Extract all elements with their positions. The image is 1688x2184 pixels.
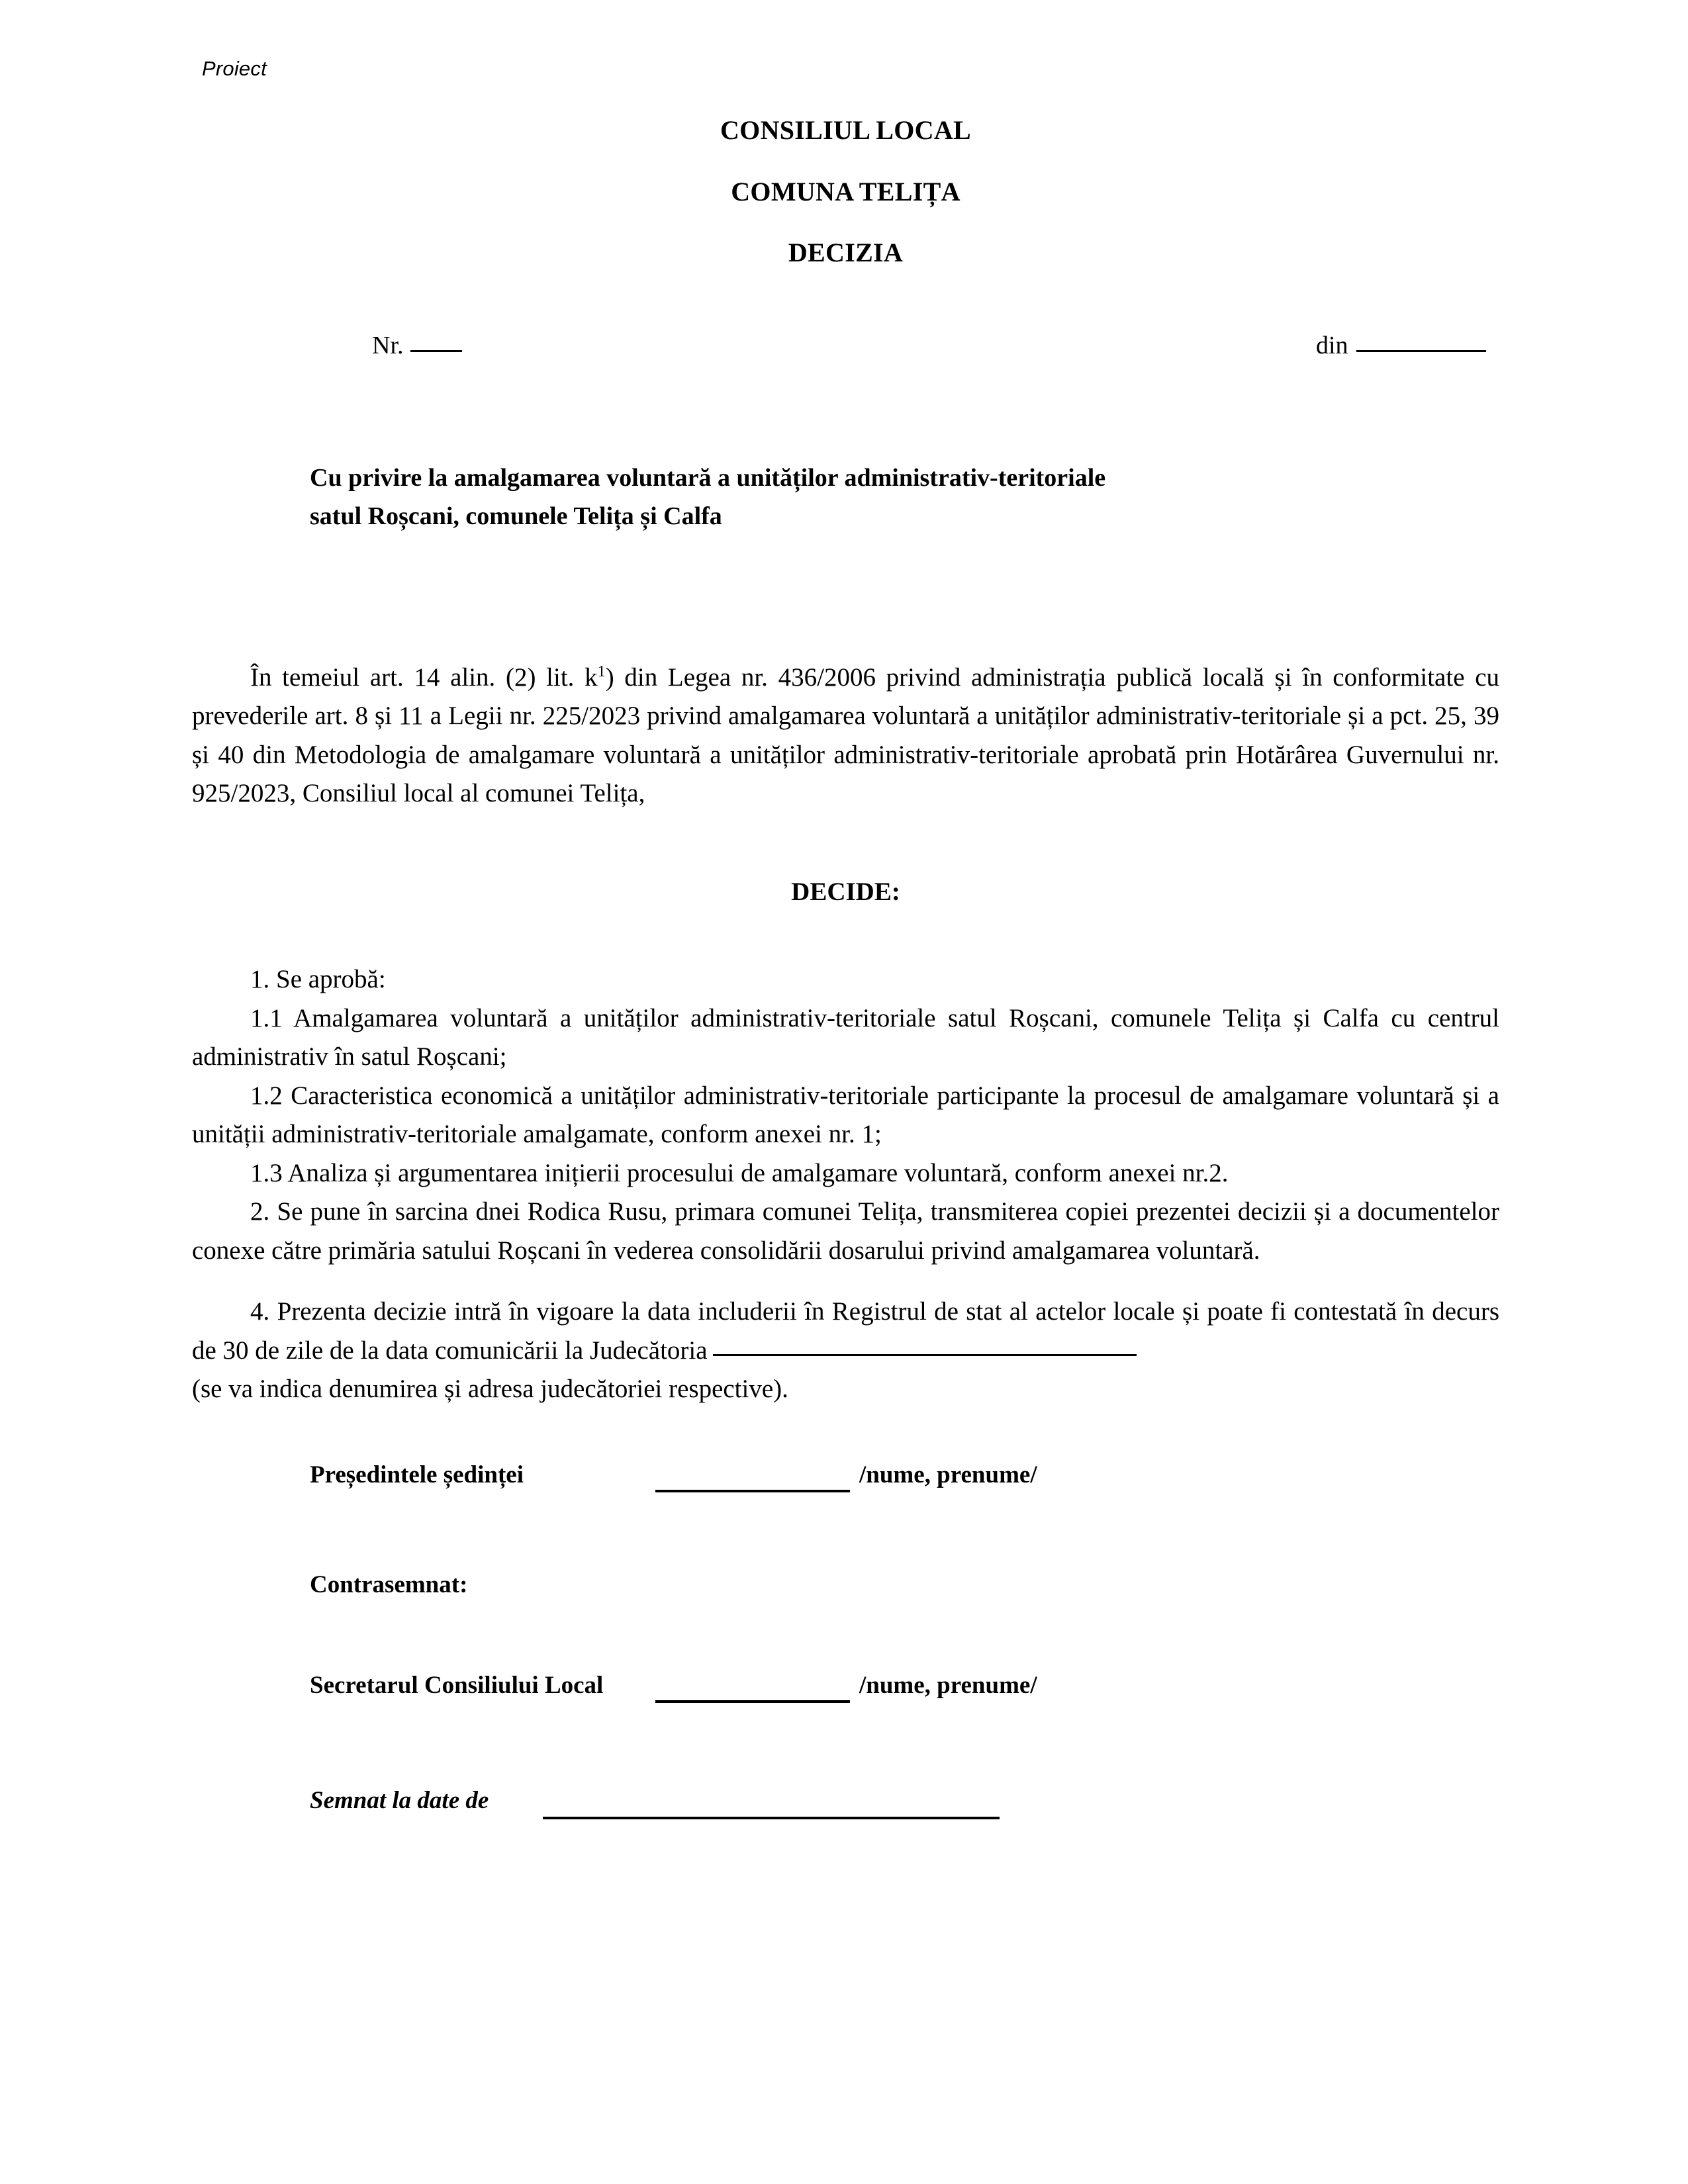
- draft-marker: Proiect: [202, 57, 267, 80]
- heading-decision: DECIZIA: [788, 238, 904, 267]
- decision-date-group: [1266, 302, 1486, 389]
- clause-item: [192, 1193, 1499, 1270]
- clause-1-text: 1. Se aprobă:: [250, 965, 386, 994]
- preamble-paragraph: [192, 659, 1499, 813]
- title-block: [192, 117, 1499, 266]
- preamble-part-1: În temeiul art. 14 alin. (2) lit. k: [250, 662, 598, 692]
- clause-2-text: 2. Se pune în sarcina dnei Rodica Rusu, primara comunei Telița, transmiterea copiei prezentei decizii și a documentelor conexe către primăria satului Roșcani în vederea consolidării dosarului privind amalgamarea voluntară.: [192, 1197, 1499, 1265]
- decision-number-group: [322, 302, 462, 389]
- clause-item: [192, 1293, 1499, 1370]
- chair-signature-blank[interactable]: [655, 1490, 850, 1492]
- subject-line-1: Cu privire la amalgamarea voluntară a unităților administrativ-teritoriale: [310, 464, 1106, 492]
- clause-4-note: [192, 1370, 1499, 1409]
- secretary-name-placeholder: /nume, prenume/: [859, 1672, 1037, 1700]
- clause-item: [192, 1077, 1499, 1154]
- clause-1-3-text: 1.3 Analiza și argumentarea inițierii procesului de amalgamare voluntară, conform anexei nr.2.: [250, 1158, 1229, 1187]
- clause-4-text: 4. Prezenta decizie intră în vigoare la data includerii în Registrul de stat al actelor locale și poate fi contestată în decurs de 30 de zile de la data comunicării la Judecătoria: [192, 1297, 1499, 1365]
- heading-council: CONSILIUL LOCAL: [720, 115, 972, 145]
- clause-item: [192, 999, 1499, 1077]
- chair-signature-row: [310, 1461, 1499, 1498]
- chair-signature-block: [192, 1461, 1499, 1498]
- preamble-part-2: ) din Legea nr. 436/2006 privind administrația publică locală și în conformitate cu prevederile art. 8 și 11 a Legii nr. 225/2023 privind amalgamarea voluntară a unităților administrativ-teritoriale și a pct. 25, 39 și 40 din Metodologia de amalgamare voluntară a unităților administrativ-teritoriale aprobată prin Hotărârea Guvernului nr. 925/2023, Consiliul local al comunei Telița,: [192, 662, 1500, 807]
- decision-date-blank[interactable]: [1356, 350, 1486, 352]
- countersign-label: Contrasemnat:: [310, 1570, 468, 1598]
- secretary-signature-block: [192, 1671, 1499, 1708]
- signed-date-blank[interactable]: [543, 1817, 1000, 1819]
- secretary-role-label: Secretarul Consiliului Local: [310, 1672, 604, 1700]
- clause-1-1-text: 1.1 Amalgamarea voluntară a unităților administrativ-teritoriale satul Roșcani, comunele Telița și Calfa cu centrul administrativ în satul Roșcani;: [192, 1003, 1499, 1071]
- subject-line-2: satul Roșcani, comunele Telița și Calfa: [310, 502, 722, 530]
- chair-role-label: Președintele ședinței: [310, 1461, 524, 1488]
- decide-label: DECIDE:: [791, 877, 900, 906]
- secretary-signature-blank[interactable]: [655, 1700, 850, 1703]
- preamble-block: [192, 659, 1499, 813]
- clause-4-note-text: (se va indica denumirea și adresa judecătoriei respective).: [192, 1375, 788, 1404]
- decision-number-blank[interactable]: [410, 350, 462, 352]
- decision-number-label: Nr.: [372, 331, 404, 359]
- clause-1-2-text: 1.2 Caracteristica economică a unităților administrativ-teritoriale participante la procesul de amalgamare voluntară și a unității administrativ-teritoriale amalgamate, conform anexei nr. 1;: [192, 1081, 1499, 1149]
- preamble-superscript: 1: [597, 662, 606, 680]
- court-name-blank[interactable]: [713, 1354, 1137, 1356]
- decision-date-label: din: [1316, 331, 1348, 359]
- clauses-block: [192, 960, 1499, 1409]
- clause-item: [192, 960, 1499, 999]
- document-content: [192, 0, 1499, 1823]
- heading-commune: COMUNA TELIȚA: [731, 177, 961, 206]
- clause-item: [192, 1154, 1499, 1193]
- signed-date-row: [310, 1786, 1499, 1823]
- signed-date-label: Semnat la date de: [310, 1787, 489, 1815]
- chair-name-placeholder: /nume, prenume/: [859, 1461, 1037, 1488]
- decision-reference-row: [192, 302, 1499, 359]
- secretary-signature-row: [310, 1671, 1499, 1708]
- decision-subject: [310, 459, 1395, 536]
